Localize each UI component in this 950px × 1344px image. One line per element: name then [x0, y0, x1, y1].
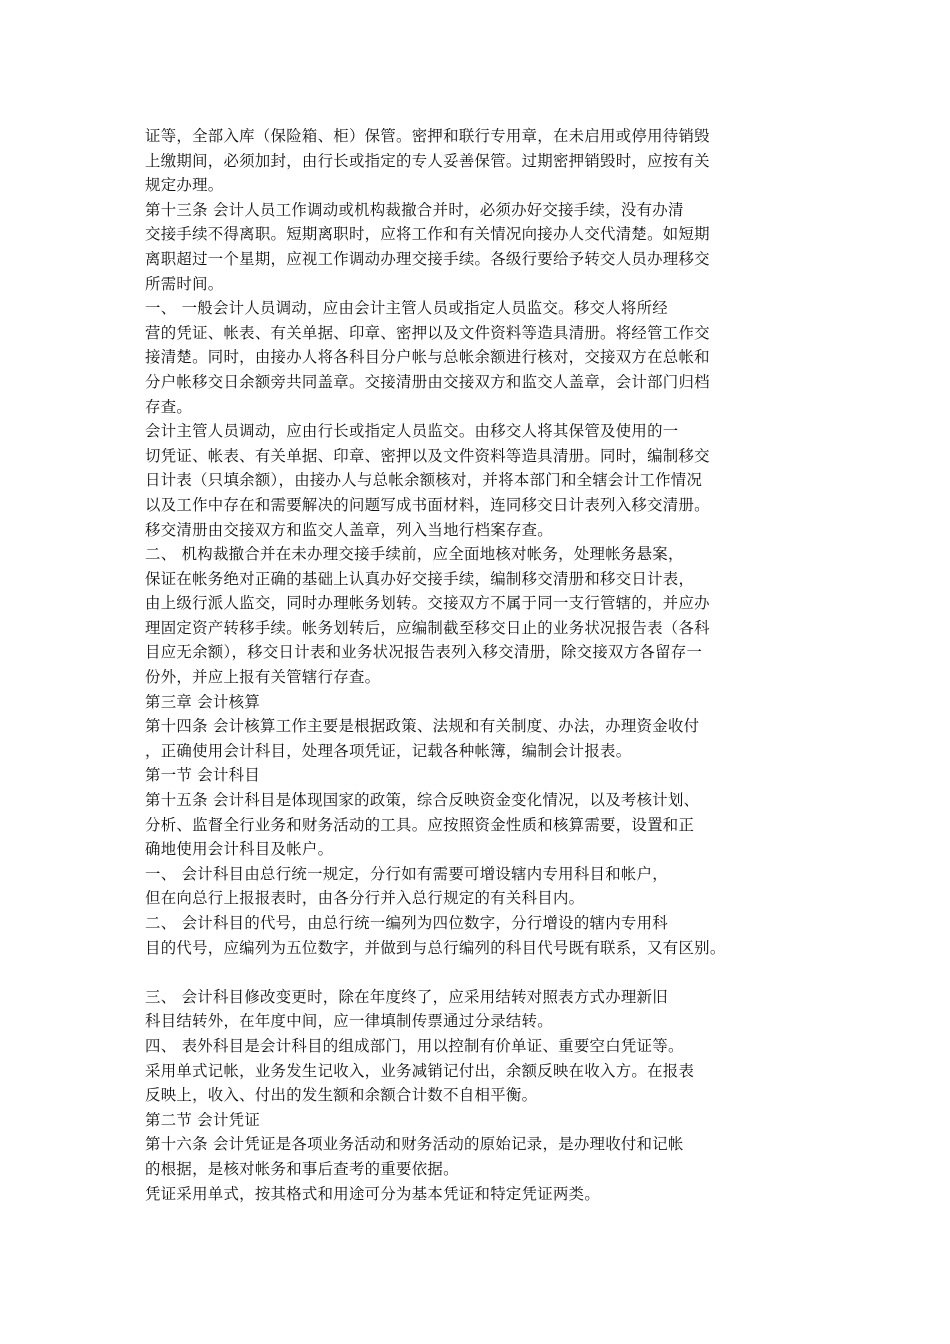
text-line: 规定办理。 [145, 176, 224, 195]
text-line: 目应无余额），移交日计表和业务状况报告表列入移交清册，除交接双方各留存一 [145, 643, 703, 662]
text-line: 以及工作中存在和需要解决的问题写成书面材料，连同移交日计表列入移交清册。 [145, 495, 710, 514]
text-line: 上缴期间，必须加封，由行长或指定的专人妥善保管。过期密押销毁时，应按有关 [145, 151, 710, 170]
text-line: 分析、监督全行业务和财务活动的工具。应按照资金性质和核算需要，设置和正 [145, 815, 695, 834]
clause-3: 三、 会计科目修改变更时，除在年度终了，应采用结转对照表方式办理新旧 [145, 987, 668, 1006]
document-body [145, 124, 785, 1206]
text-line: 会计主管人员调动，应由行长或指定人员监交。由移交人将其保管及使用的一 [145, 422, 679, 441]
text-line: 目的代号，应编列为五位数字，并做到与总行编列的科目代号既有联系，又有区别。 [145, 938, 726, 957]
text-line: 但在向总行上报报表时，由各分行并入总行规定的有关科目内。 [145, 889, 585, 908]
text-line: 科目结转外，在年度中间，应一律填制传票通过分录结转。 [145, 1012, 553, 1031]
text-line: 营的凭证、帐表、有关单据、印章、密押以及文件资料等造具清册。将经管工作交 [145, 323, 710, 342]
text-line: 的根据，是核对帐务和事后查考的重要依据。 [145, 1159, 459, 1178]
text-line: 移交清册由交接双方和监交人盖章，列入当地行档案存查。 [145, 520, 553, 539]
clause-1: 一、 会计科目由总行统一规定，分行如有需要可增设辖内专用科目和帐户， [145, 864, 668, 883]
clause-4: 四、 表外科目是会计科目的组成部门，用以控制有价单证、重要空白凭证等。 [145, 1036, 684, 1055]
article-16-heading: 第十六条 会计凭证是各项业务活动和财务活动的原始记录，是办理收付和记帐 [145, 1135, 684, 1154]
text-line: 日计表（只填余额），由接办人与总帐余额核对，并将本部门和全辖会计工作情况 [145, 471, 703, 490]
clause-2: 二、 会计科目的代号，由总行统一编列为四位数字，分行增设的辖内专用科 [145, 914, 668, 932]
text-line: 交接手续不得离职。短期离职时，应将工作和有关情况向接办人交代清楚。如短期 [145, 225, 710, 244]
text-line: 接清楚。同时，由接办人将各科目分户帐与总帐余额进行核对，交接双方在总帐和 [145, 348, 710, 367]
article-14-heading: 第十四条 会计核算工作主要是根据政策、法规和有关制度、办法，办理资金收付 [145, 717, 700, 736]
section-1-heading: 第一节 会计科目 [145, 766, 261, 785]
blank-line [145, 960, 785, 985]
text-line: ，正确使用会计科目，处理各项凭证，记载各种帐簿，编制会计报表。 [145, 741, 632, 760]
article-15-heading: 第十五条 会计科目是体现国家的政策，综合反映资金变化情况，以及考核计划、 [145, 791, 700, 810]
text-line: 采用单式记帐，业务发生记收入，业务减销记付出，余额反映在收入方。在报表 [145, 1061, 695, 1080]
text-line: 证等，全部入库（保险箱、柜）保管。密押和联行专用章，在未启用或停用待销毁 [145, 127, 710, 145]
text-line: 确地使用会计科目及帐户。 [145, 840, 334, 859]
clause-2: 二、 机构裁撤合并在未办理交接手续前，应全面地核对帐务，处理帐务悬案， [145, 545, 684, 564]
section-2-heading: 第二节 会计凭证 [145, 1110, 261, 1129]
text-line: 凭证采用单式，按其格式和用途可分为基本凭证和特定凭证两类。 [145, 1184, 601, 1203]
text-line: 由上级行派人监交，同时办理帐务划转。交接双方不属于同一支行管辖的，并应办 [145, 594, 710, 613]
clause-1: 一、 一般会计人员调动，应由会计主管人员或指定人员监交。移交人将所经 [145, 299, 668, 318]
text-line: 分户帐移交日余额旁共同盖章。交接清册由交接双方和监交人盖章，会计部门归档 [145, 372, 710, 391]
text-line: 份外，并应上报有关管辖行存查。 [145, 668, 381, 687]
text-line: 存查。 [145, 397, 193, 416]
text-line: 反映上，收入、付出的发生额和余额合计数不自相平衡。 [145, 1086, 538, 1105]
article-13-heading: 第十三条 会计人员工作调动或机构裁撤合并时，必须办好交接手续，没有办清 [145, 200, 684, 219]
text-line: 切凭证、帐表、有关单据、印章、密押以及文件资料等造具清册。同时，编制移交 [145, 446, 710, 465]
chapter-3-heading: 第三章 会计核算 [145, 692, 261, 711]
text-line: 离职超过一个星期，应视工作调动办理交接手续。各级行要给予转交人员办理移交 [145, 249, 710, 268]
text-line: 理固定资产转移手续。帐务划转后，应编制截至移交日止的业务状况报告表（各科 [145, 618, 710, 637]
text-line: 保证在帐务绝对正确的基础上认真办好交接手续，编制移交清册和移交日计表， [145, 569, 695, 588]
text-line: 所需时间。 [145, 274, 224, 293]
